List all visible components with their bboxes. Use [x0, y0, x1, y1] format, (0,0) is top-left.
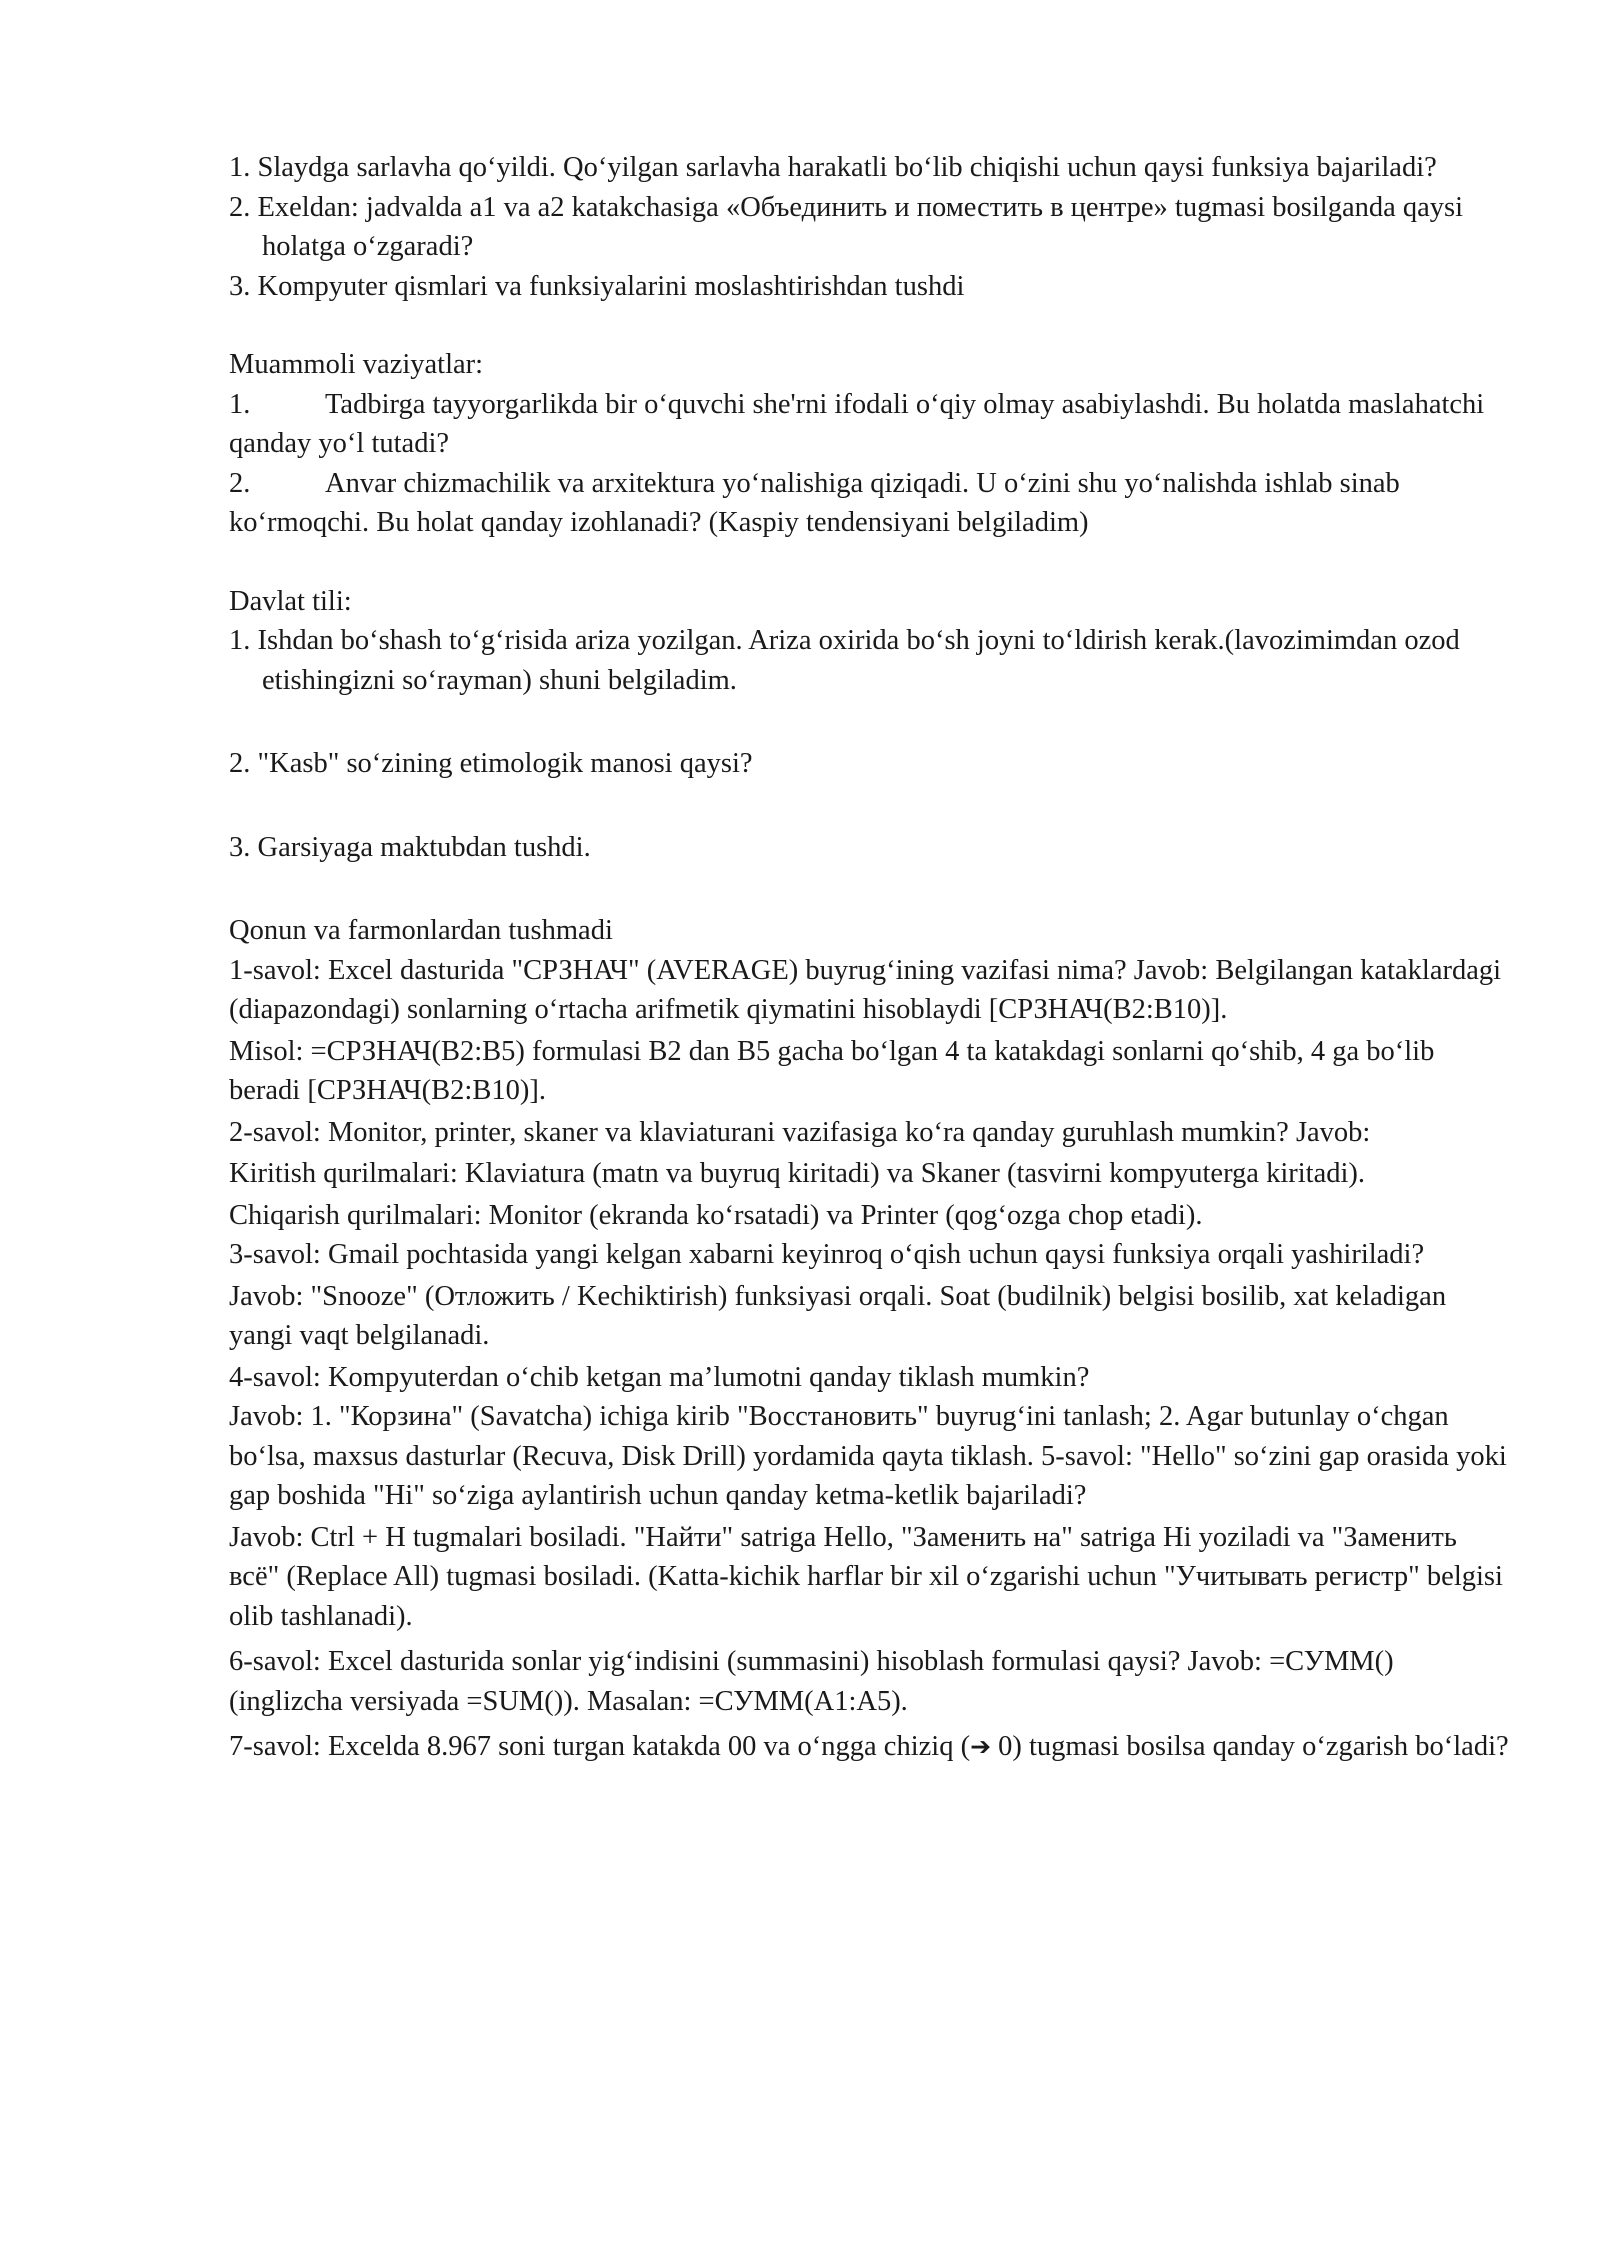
- qonun-q2-input-devices: Kiritish qurilmalari: Klaviatura (matn va buyruq kiritadi) va Skaner (tasvirni kompyuterga kiritadi).: [229, 1158, 1366, 1189]
- davlat-item-2: 2. "Kasb" so‘zining etimologik manosi qaysi?: [229, 748, 753, 779]
- qonun-q4: 4-savol: Kompyuterdan o‘chib ketgan ma’lumotni qanday tiklash mumkin?: [229, 1361, 1090, 1393]
- qonun-q7: [229, 1727, 1509, 1767]
- qonun-q3-answer: Javob: "Snooze" (Отложить / Kechiktirish) funksiyasi orqali. Soat (budilnik) belgisi bosilib, xat keladigan yangi vaqt belgilanadi.: [229, 1280, 1447, 1351]
- qonun-q5-answer: Javob: Ctrl + H tugmalari bosiladi. "Найти" satriga Hello, "Заменить на" satriga Hi yoziladi va "Заменить всё" (Replace All) tugmasi bosiladi. (Katta-kichik harflar bir xil o‘zgarishi uchun "Учитывать регистр" belgisi olib tashlanadi).: [229, 1521, 1503, 1632]
- qonun-q1-example: Misol: =СРЗНАЧ(B2:B5) formulasi B2 dan B5 gacha bo‘lgan 4 ta katakdagi sonlarni qo‘shib, 4 ga bo‘lib beradi [СРЗНАЧ(B2:B10)].: [229, 1035, 1435, 1106]
- muammoli-item-2-num: 2.: [229, 467, 251, 499]
- qonun-q1: 1-savol: Excel dasturida "СРЗНАЧ" (AVERAGE) buyrug‘ining vazifasi nima? Javob: Belgilangan kataklardagi (diapazondagi) sonlarning o‘rtacha arifmetik qiymatini hisoblaydi [СРЗНАЧ(B2:B10)].: [229, 954, 1502, 1025]
- qonun-q3: 3-savol: Gmail pochtasida yangi kelgan xabarni keyinroq o‘qish uchun qaysi funksiya orqali yashiriladi?: [229, 1239, 1425, 1270]
- qonun-q7-text-before: 7-savol: Excelda 8.967 soni turgan katakda 00 va o‘ngga chiziq (: [229, 1731, 971, 1762]
- muammoli-item-1: [229, 385, 1509, 464]
- qonun-q7-text-after: 0) tugmasi bosilsa qanday o‘zgarish bo‘ladi?: [991, 1731, 1509, 1762]
- qonun-q4-answer-q5: Javob: 1. "Корзина" (Savatcha) ichiga kirib "Восстановить" buyrug‘ini tanlash; 2. Agar butunlay o‘chgan bo‘lsa, maxsus dasturlar (Recuva, Disk Drill) yordamida qayta tiklash. 5-savol: "Hello" so‘zini gap orasida yoki gap boshida "Hi" so‘ziga aylantirish uchun qanday ketma-ketlik bajariladi?: [229, 1401, 1507, 1511]
- muammoli-heading: Muammoli vaziyatlar:: [229, 349, 484, 380]
- davlat-item-3: 3. Garsiyaga maktubdan tushdi.: [229, 831, 591, 863]
- document-body: [229, 148, 1509, 1767]
- question-intro-3: 3. Kompyuter qismlari va funksiyalarini moslashtirishdan tushdi: [229, 270, 965, 302]
- question-intro-1: 1. Slaydga sarlavha qo‘yildi. Qo‘yilgan sarlavha harakatli bo‘lib chiqishi uchun qaysi funksiya bajariladi?: [229, 152, 1437, 183]
- davlat-item-1: 1. Ishdan bo‘shash to‘g‘risida ariza yozilgan. Ariza oxirida bo‘sh joyni to‘ldirish kerak.(lavozimimdan ozod etishingizni so‘rayman) shuni belgiladim.: [229, 625, 1460, 696]
- arrow-right-icon: ➔: [970, 1732, 992, 1761]
- question-intro-2: 2. Exeldan: jadvalda a1 va a2 katakchasiga «Объединить и поместить в центре» tugmasi bosilganda qaysi holatga o‘zgaradi?: [229, 191, 1464, 262]
- muammoli-item-2: [229, 464, 1509, 543]
- muammoli-item-1-num: 1.: [229, 388, 251, 420]
- muammoli-item-1-text: Tadbirga tayyorgarlikda bir o‘quvchi she'rni ifodali o‘qiy olmay asabiylashdi. Bu holatda maslahatchi qanday yo‘l tutadi?: [229, 388, 1485, 459]
- qonun-q2: 2-savol: Monitor, printer, skaner va klaviaturani vazifasiga ko‘ra qanday guruhlash mumkin? Javob:: [229, 1116, 1371, 1148]
- muammoli-item-2-text: Anvar chizmachilik va arxitektura yo‘nalishiga qiziqadi. U o‘zini shu yo‘nalishda ishlab sinab ko‘rmoqchi. Bu holat qanday izohlanadi? (Kaspiy tendensiyani belgiladim): [229, 467, 1400, 538]
- davlat-heading: Davlat tili:: [229, 585, 352, 617]
- qonun-heading: Qonun va farmonlardan tushmadi: [229, 915, 613, 946]
- qonun-q2-output-devices: Chiqarish qurilmalari: Monitor (ekranda ko‘rsatadi) va Printer (qog‘ozga chop etadi).: [229, 1199, 1203, 1231]
- qonun-q6: 6-savol: Excel dasturida sonlar yig‘indisini (summasini) hisoblash formulasi qaysi? Javob: =СУММ() (inglizcha versiyada =SUM()). Masalan: =СУММ(A1:A5).: [229, 1646, 1394, 1717]
